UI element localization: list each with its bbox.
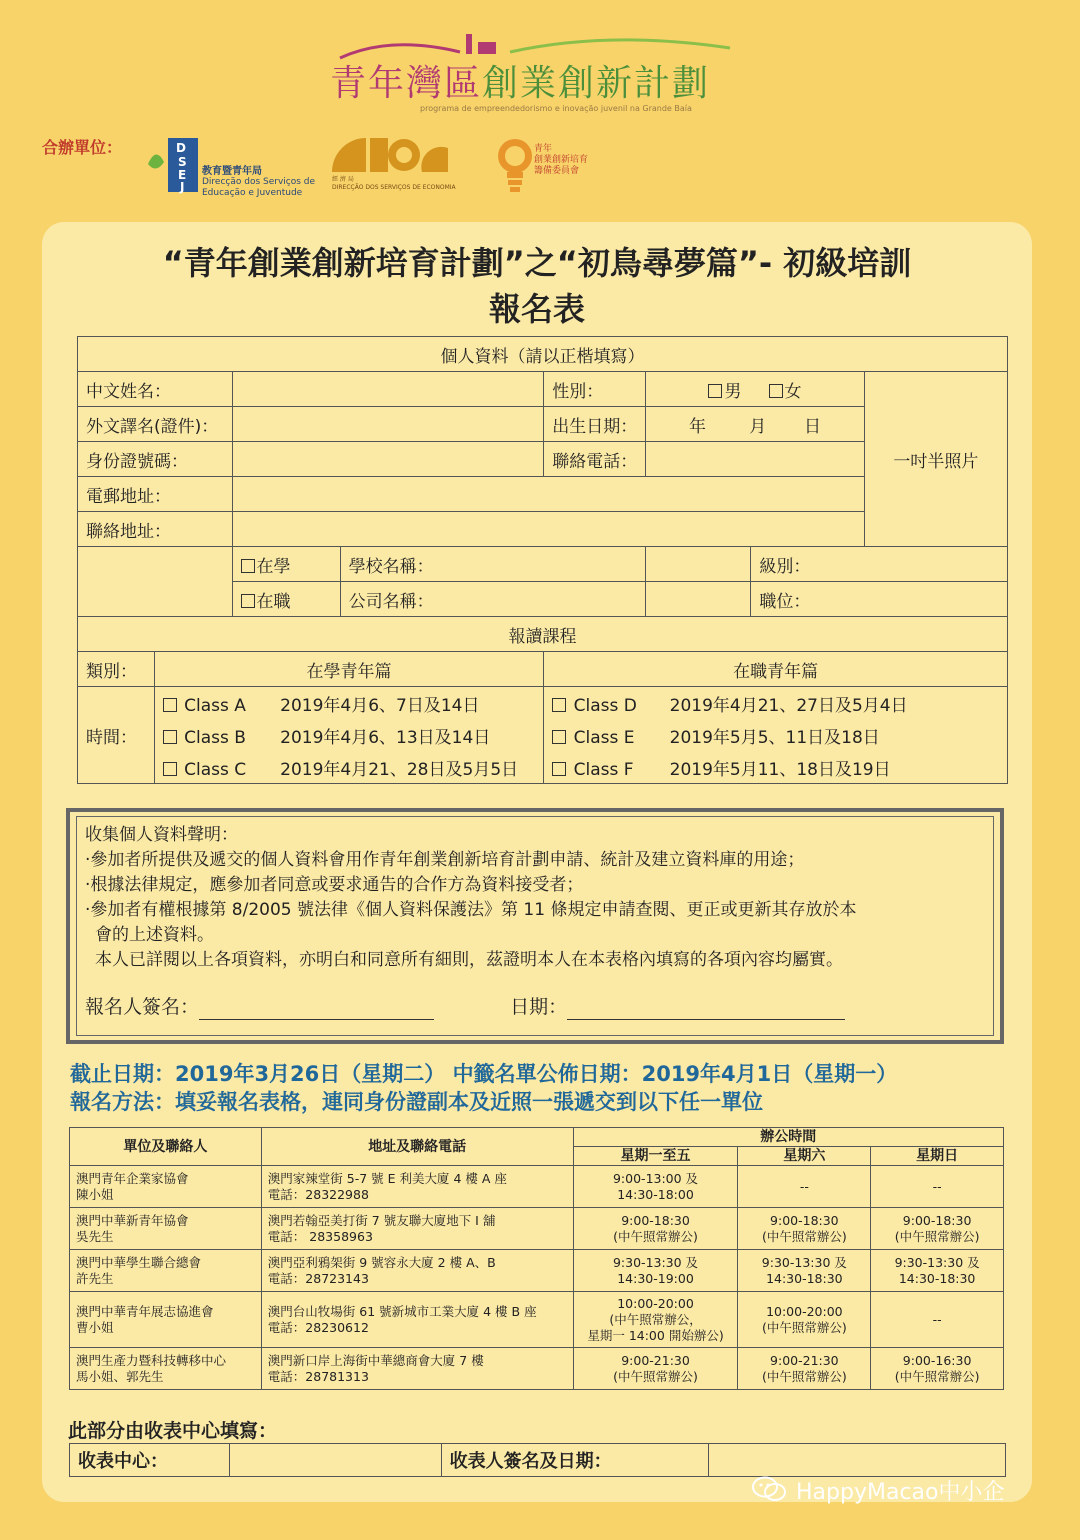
saturday-hours-2: (中午照常辦公) bbox=[761, 1368, 847, 1384]
unit-org: 澳門青年企業家協會 bbox=[76, 1170, 189, 1186]
class-c-checkbox[interactable] bbox=[163, 762, 177, 776]
dsej-logo-icon bbox=[146, 136, 200, 194]
studying-option bbox=[232, 547, 340, 582]
dob-label: 出生日期： bbox=[544, 407, 646, 442]
statement-confirm: 本人已詳閱以上各項資料，亦明白和同意所有細則，茲證明本人在本表格內填寫的各項內容均屬實。 bbox=[95, 950, 843, 970]
class-d-dates: 2019年4月21、27日及5月4日 bbox=[669, 695, 908, 716]
saturday-hours-1: 9:30-13:30 及 bbox=[761, 1254, 847, 1270]
watermark-text: HappyMacao中小企 bbox=[796, 1480, 1005, 1505]
table-row bbox=[70, 1208, 1004, 1250]
category-label: 類別： bbox=[78, 652, 155, 687]
dsej-logo-text bbox=[202, 166, 315, 199]
photo-label: 一吋半照片 bbox=[893, 451, 979, 472]
unit-phone: 電話：28723143 bbox=[267, 1270, 369, 1286]
weekday-hours-1: 9:00-21:30 bbox=[621, 1352, 690, 1368]
sunday-col-header: 星期日 bbox=[871, 1147, 1004, 1166]
company-field[interactable] bbox=[646, 582, 751, 617]
dse-name-cn: 經 濟 局 bbox=[332, 176, 354, 183]
form-title-line1: “青年創業創新培育計劃”之“初鳥尋夢篇”- 初級培訓 bbox=[162, 244, 912, 282]
class-c-dates: 2019年4月21、28日及5月5日 bbox=[280, 759, 519, 780]
gender-field bbox=[646, 372, 865, 407]
student-track-label: 在學青年篇 bbox=[154, 652, 543, 687]
cn-name-label: 中文姓名： bbox=[78, 372, 233, 407]
class-e-name: Class E bbox=[573, 727, 635, 748]
logo-part2: 創業創新計劃 bbox=[482, 63, 711, 104]
unit-contact: 吳先生 bbox=[76, 1228, 114, 1244]
class-e-checkbox[interactable] bbox=[552, 730, 566, 744]
class-a-dates: 2019年4月6、7日及14日 bbox=[280, 695, 480, 716]
class-e-dates: 2019年5月5、11日及18日 bbox=[669, 727, 880, 748]
class-f-option[interactable] bbox=[544, 751, 1008, 784]
signature-row bbox=[85, 995, 985, 1020]
statement-bullet-3b: 會的上述資料。 bbox=[95, 925, 214, 945]
unit-contact: 陳小姐 bbox=[76, 1186, 114, 1202]
unit-address: 澳門台山牧場街 61 號新城市工業大廈 4 樓 B 座 bbox=[267, 1303, 537, 1319]
gender-label-text: 性別： bbox=[552, 381, 604, 402]
female-checkbox[interactable] bbox=[769, 384, 783, 398]
weekday-hours-1: 10:00-20:00 bbox=[617, 1295, 694, 1311]
unit-contact: 馬小姐、郭先生 bbox=[76, 1368, 164, 1384]
saturday-hours-1: 10:00-20:00 bbox=[766, 1303, 843, 1319]
email-field[interactable] bbox=[232, 477, 864, 512]
unit-phone: 電話： 28358963 bbox=[267, 1228, 373, 1244]
weekday-hours-3: 星期一 14:00 開始辦公) bbox=[587, 1327, 724, 1343]
table-row bbox=[70, 1292, 1004, 1348]
committee-line1: 青年 bbox=[534, 144, 553, 154]
dse-logo-text bbox=[332, 176, 456, 192]
address-field[interactable] bbox=[232, 512, 864, 547]
saturday-hours-2: (中午照常辦公) bbox=[761, 1228, 847, 1244]
dsej-name-pt1: Direcção dos Serviços de bbox=[202, 177, 316, 187]
studying-checkbox[interactable] bbox=[241, 559, 255, 573]
registration-table bbox=[77, 336, 1008, 784]
foreign-name-field[interactable] bbox=[232, 407, 544, 442]
cn-name-field[interactable] bbox=[232, 372, 544, 407]
committee-logo-text bbox=[534, 144, 588, 177]
school-label: 學校名稱： bbox=[340, 547, 646, 582]
logo-subtitle: programa de empreendedorismo e inovação juvenil na Grande Baía bbox=[420, 104, 692, 113]
statement-title: 收集個人資料聲明： bbox=[85, 825, 238, 845]
unit-address: 澳門家辣堂街 5-7 號 E 利美大廈 4 樓 A 座 bbox=[267, 1170, 507, 1186]
company-label: 公司名稱： bbox=[340, 582, 646, 617]
receiving-table bbox=[69, 1443, 1006, 1477]
committee-line2: 創業創新培育 bbox=[534, 155, 589, 165]
table-row bbox=[70, 1250, 1004, 1292]
unit-address: 澳門若翰亞美打街 7 號友聯大廈地下 I 舖 bbox=[267, 1212, 496, 1228]
class-a-name: Class A bbox=[184, 695, 246, 716]
weekday-hours-1: 9:00-13:00 及 bbox=[612, 1170, 699, 1186]
deadline-line: 截止日期：2019年3月26日（星期二） 中籤名單公佈日期：2019年4月1日（星期一） bbox=[70, 1062, 898, 1086]
phone-label: 聯絡電話： bbox=[544, 442, 646, 477]
sunday-hours: -- bbox=[932, 1311, 942, 1327]
dse-name-pt: DIRECÇÃO DOS SERVIÇOS DE ECONOMIA bbox=[332, 184, 456, 191]
dob-month: 月 bbox=[749, 416, 767, 437]
school-field[interactable] bbox=[646, 547, 751, 582]
unit-phone: 電話：28230612 bbox=[267, 1319, 369, 1335]
id-field[interactable] bbox=[232, 442, 544, 477]
sign-date-field[interactable] bbox=[567, 1001, 845, 1020]
dob-day: 日 bbox=[804, 416, 822, 437]
svg-text:S: S bbox=[178, 155, 187, 169]
svg-text:D: D bbox=[176, 141, 186, 155]
saturday-hours-1: 9:00-18:30 bbox=[770, 1212, 839, 1228]
submission-units-table bbox=[69, 1127, 1004, 1390]
sign-date-label: 日期： bbox=[510, 996, 568, 1018]
saturday-hours-1: 9:00-21:30 bbox=[770, 1352, 839, 1368]
saturday-hours: -- bbox=[799, 1178, 809, 1194]
statement-bullet-2: ·根據法律規定，應參加者同意或要求通告的合作方為資料接受者； bbox=[85, 875, 584, 895]
deadline-info bbox=[70, 1060, 897, 1116]
unit-contact: 曹小姐 bbox=[76, 1319, 114, 1335]
working-option bbox=[232, 582, 340, 617]
weekday-hours-2: (中午照常辦公， bbox=[609, 1311, 702, 1327]
table-row bbox=[70, 1348, 1004, 1390]
weekday-hours-2: 14:30-19:00 bbox=[617, 1270, 694, 1286]
statement-bullet-3a: ·參加者有權根據第 8/2005 號法律《個人資料保護法》第 11 條規定申請查閱、更正或更新其存放於本 bbox=[85, 900, 857, 920]
class-c-name: Class C bbox=[184, 759, 247, 780]
weekday-col-header: 星期一至五 bbox=[573, 1147, 738, 1166]
sunday-hours-2: 14:30-18:30 bbox=[898, 1270, 976, 1286]
unit-org: 澳門中華青年展志協進會 bbox=[76, 1303, 214, 1319]
unit-col-header: 單位及聯絡人 bbox=[70, 1128, 262, 1166]
unit-phone: 電話：28781313 bbox=[267, 1368, 369, 1384]
sunday-hours-1: 9:30-13:30 及 bbox=[894, 1254, 980, 1270]
logo-part1: 青年灣區 bbox=[330, 63, 483, 104]
svg-text:E: E bbox=[178, 168, 187, 182]
weekday-hours-2: (中午照常辦公) bbox=[613, 1368, 698, 1384]
id-label: 身份證號碼： bbox=[78, 442, 233, 477]
method-line: 報名方法：填妥報名表格，連同身份證副本及近照一張遞交到以下任一單位 bbox=[70, 1090, 763, 1114]
class-b-checkbox[interactable] bbox=[163, 730, 177, 744]
statement-bullet-1: ·參加者所提供及遞交的個人資料會用作青年創業創新培育計劃申請、統計及建立資料庫的用途； bbox=[85, 850, 805, 870]
working-label: 在職 bbox=[256, 591, 291, 612]
lightbulb-logo-icon bbox=[496, 136, 534, 196]
class-f-dates: 2019年5月11、18日及19日 bbox=[669, 759, 891, 780]
receiving-section-title: 此部分由收表中心填寫： bbox=[68, 1420, 278, 1442]
class-f-checkbox[interactable] bbox=[552, 762, 566, 776]
receiving-center-field[interactable] bbox=[229, 1444, 441, 1477]
dse-logo-icon bbox=[330, 136, 450, 176]
privacy-statement-box bbox=[66, 808, 1004, 1044]
dob-field[interactable] bbox=[646, 407, 865, 442]
working-track-label: 在職青年篇 bbox=[544, 652, 1008, 687]
studying-label: 在學 bbox=[256, 556, 291, 577]
receiver-sign-label: 收表人簽名及日期： bbox=[441, 1444, 709, 1477]
signature-field[interactable] bbox=[199, 1001, 434, 1020]
photo-box bbox=[864, 372, 1007, 547]
class-d-checkbox[interactable] bbox=[552, 698, 566, 712]
saturday-col-header: 星期六 bbox=[738, 1147, 871, 1166]
weekday-hours-2: (中午照常辦公) bbox=[613, 1228, 698, 1244]
position-label: 職位： bbox=[751, 582, 1008, 617]
receiving-center-label: 收表中心： bbox=[70, 1444, 230, 1477]
class-b-dates: 2019年4月6、13日及14日 bbox=[280, 727, 491, 748]
dsej-name-cn: 教育暨青年局 bbox=[202, 166, 262, 177]
male-label: 男 bbox=[724, 381, 742, 402]
unit-org: 澳門生產力暨科技轉移中心 bbox=[76, 1352, 227, 1368]
class-d-name: Class D bbox=[573, 695, 637, 716]
sunday-hours-2: (中午照常辦公) bbox=[894, 1228, 980, 1244]
weekday-hours-1: 9:30-13:30 及 bbox=[612, 1254, 699, 1270]
unit-contact: 許先生 bbox=[76, 1270, 114, 1286]
table-row bbox=[70, 1166, 1004, 1208]
program-logo bbox=[330, 55, 710, 106]
sunday-hours-1: 9:00-16:30 bbox=[902, 1352, 972, 1368]
email-label: 電郵地址： bbox=[78, 477, 233, 512]
wechat-icon bbox=[752, 1476, 786, 1502]
co-organizers-label: 合辦單位： bbox=[42, 138, 123, 157]
male-checkbox[interactable] bbox=[708, 384, 722, 398]
phone-field[interactable] bbox=[646, 442, 865, 477]
class-b-option[interactable] bbox=[154, 719, 543, 751]
address-label: 聯絡地址： bbox=[78, 512, 233, 547]
grade-label: 級別： bbox=[751, 547, 1008, 582]
dsej-name-pt2: Educação e Juventude bbox=[202, 188, 303, 198]
unit-org: 澳門中華新青年協會 bbox=[76, 1212, 189, 1228]
class-d-option[interactable] bbox=[544, 687, 1008, 720]
sunday-hours-2: (中午照常辦公) bbox=[894, 1368, 980, 1384]
signature-label: 報名人簽名： bbox=[85, 996, 200, 1018]
class-f-name: Class F bbox=[573, 759, 634, 780]
dob-year: 年 bbox=[688, 416, 706, 437]
weekday-hours-1: 9:00-18:30 bbox=[621, 1212, 690, 1228]
saturday-hours-2: 14:30-18:30 bbox=[766, 1270, 843, 1286]
saturday-hours-2: (中午照常辦公) bbox=[761, 1319, 847, 1335]
form-title-line2: 報名表 bbox=[488, 290, 585, 328]
foreign-name-label: 外文譯名(證件)： bbox=[78, 407, 233, 442]
gender-label bbox=[544, 372, 646, 407]
svg-text:J: J bbox=[180, 180, 185, 194]
class-e-option[interactable] bbox=[544, 719, 1008, 751]
unit-phone: 電話：28322988 bbox=[267, 1186, 369, 1202]
unit-address: 澳門亞利鴉架街 9 號容永大廈 2 樓 A、B bbox=[267, 1254, 496, 1270]
unit-address: 澳門新口岸上海街中華總商會大廈 7 樓 bbox=[267, 1352, 484, 1368]
class-a-checkbox[interactable] bbox=[163, 698, 177, 712]
unit-org: 澳門中華學生聯合總會 bbox=[76, 1254, 202, 1270]
form-title bbox=[42, 240, 1032, 332]
course-header: 報讀課程 bbox=[78, 617, 1008, 652]
privacy-statement-inner bbox=[76, 816, 994, 1036]
receiver-sign-field[interactable] bbox=[709, 1444, 1006, 1477]
addr-col-header: 地址及聯絡電話 bbox=[261, 1128, 573, 1166]
female-label: 女 bbox=[784, 381, 802, 402]
committee-line3: 籌備委員會 bbox=[534, 166, 580, 176]
weekday-hours-2: 14:30-18:00 bbox=[617, 1186, 694, 1202]
sunday-hours: -- bbox=[932, 1178, 942, 1194]
status-blank bbox=[78, 547, 233, 617]
working-checkbox[interactable] bbox=[241, 594, 255, 608]
class-c-option[interactable] bbox=[154, 751, 543, 784]
personal-info-header: 個人資料（請以正楷填寫） bbox=[78, 337, 1008, 372]
class-a-option[interactable] bbox=[154, 687, 543, 720]
sunday-hours-1: 9:00-18:30 bbox=[902, 1212, 972, 1228]
class-b-name: Class B bbox=[184, 727, 246, 748]
hours-col-header: 辦公時間 bbox=[573, 1128, 1003, 1147]
time-label: 時間： bbox=[78, 687, 155, 784]
